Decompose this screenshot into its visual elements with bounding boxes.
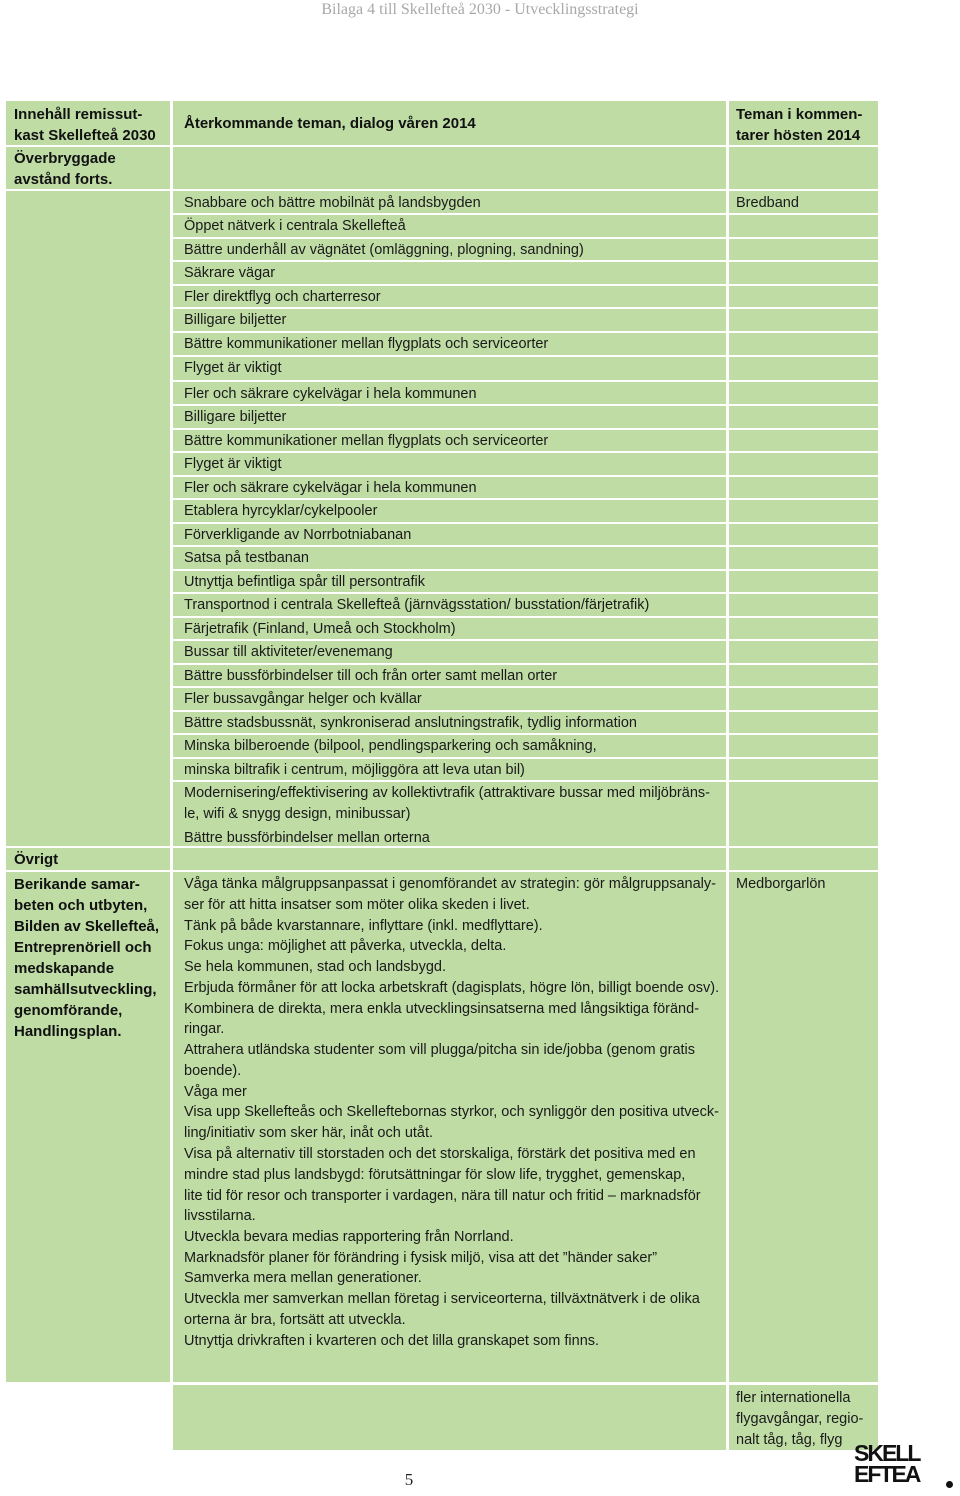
section1-item: Utnyttja befintliga spår till persontrafik xyxy=(184,574,425,590)
row-divider xyxy=(729,237,878,239)
row-divider xyxy=(729,846,878,848)
section1-right-item: Bredband xyxy=(736,195,799,211)
row-divider xyxy=(729,355,878,357)
row-divider xyxy=(729,616,878,618)
row-divider xyxy=(729,757,878,759)
row-divider xyxy=(173,145,726,147)
section1-item: Bättre underhåll av vägnätet (omläggning, plogning, sandning) xyxy=(184,242,584,258)
section2-item: Visa upp Skellefteås och Skelleftebornas styrkor, och synliggör den positiva utveck- xyxy=(184,1104,719,1120)
section1-item: Satsa på testbanan xyxy=(184,550,309,566)
section1-item: Etablera hyrcyklar/cykelpooler xyxy=(184,503,378,519)
row-divider xyxy=(729,870,878,872)
section2-item: Marknadsför planer för förändring i fysisk miljö, visa att det ”händer saker” xyxy=(184,1250,658,1266)
section1-item: Bättre bussförbindelser mellan orterna xyxy=(184,830,430,846)
section1-item: le, wifi & snygg design, minibussar) xyxy=(184,806,411,822)
section1-item: Bättre kommunikationer mellan flygplats och serviceorter xyxy=(184,336,549,352)
section1-item: Modernisering/effektivisering av kollektivtrafik (attraktivare bussar med miljöbräns- xyxy=(184,785,710,801)
section1-item: Färjetrafik (Finland, Umeå och Stockholm) xyxy=(184,621,456,637)
section1-left-title: Överbryggade avstånd forts. xyxy=(14,150,116,188)
logo-bottom-word: EFTEA xyxy=(854,1461,920,1487)
mid-column-heading: Återkommande teman, dialog våren 2014 xyxy=(184,115,476,132)
section2-item: Samverka mera mellan generationer. xyxy=(184,1270,422,1286)
row-divider xyxy=(729,428,878,430)
logo-top-word: SKELL xyxy=(854,1440,920,1466)
section2-item: Visa på alternativ till storstaden och det storskaliga, förstärk det positiva med en xyxy=(184,1146,696,1162)
section2-item: Utveckla bevara medias rapportering från Norrland. xyxy=(184,1229,514,1245)
section1-item: Flyget är viktigt xyxy=(184,360,282,376)
section2-item: orterna är bra, fortsätt att utveckla. xyxy=(184,1312,406,1328)
mid-column-bottom-bg xyxy=(173,1385,726,1450)
section1-item: Transportnod i centrala Skellefteå (järnvägsstation/ busstation/färjetrafik) xyxy=(184,597,650,613)
row-divider xyxy=(6,846,170,848)
section1-item: Billigare biljetter xyxy=(184,409,287,425)
row-divider xyxy=(729,710,878,712)
section1-item: Fler direktflyg och charterresor xyxy=(184,289,381,305)
row-divider xyxy=(729,380,878,382)
row-divider xyxy=(729,686,878,688)
row-divider xyxy=(729,545,878,547)
row-divider xyxy=(729,331,878,333)
row-divider xyxy=(729,592,878,594)
section1-item: Bättre stadsbussnät, synkroniserad anslutningstrafik, tydlig information xyxy=(184,715,637,731)
left-column-heading: Innehåll remissut-kast Skellefteå 2030 xyxy=(14,106,156,144)
section2-left-body: Berikande samar-beten och utbyten, Bilden av Skellefteå, Entreprenöriell och medskapande samhällsutveckling, genomförande, Handlingsplan. xyxy=(14,876,160,1040)
section2-item: boende). xyxy=(184,1063,242,1079)
right-column-heading: Teman i kommen-tarer hösten 2014 xyxy=(736,106,863,144)
section2-item: mindre stad plus landsbygd: förutsättningar för slow life, trygghet, gemenskap, xyxy=(184,1167,686,1183)
section1-item: Säkrare vägar xyxy=(184,265,276,281)
section1-item: Minska bilberoende (bilpool, pendlingsparkering och samåkning, xyxy=(184,738,597,754)
section2-item: ling/initiativ som sker här, inåt och utåt. xyxy=(184,1125,434,1141)
section1-item: Fler och säkrare cykelvägar i hela kommunen xyxy=(184,386,477,402)
section2-left-title: Övrigt xyxy=(14,851,59,868)
section1-item: Bussar till aktiviteter/evenemang xyxy=(184,644,393,660)
section2-item: Fokus unga: möjlighet att påverka, utveckla, delta. xyxy=(184,938,507,954)
row-divider xyxy=(729,780,878,782)
section2-item: Se hela kommunen, stad och landsbygd. xyxy=(184,959,446,975)
row-divider xyxy=(729,522,878,524)
section1-item: Fler och säkrare cykelvägar i hela kommunen xyxy=(184,480,477,496)
section2-right-item: Medborgarlön xyxy=(736,876,826,892)
row-divider xyxy=(729,663,878,665)
section2-item: ringar. xyxy=(184,1021,225,1037)
row-divider xyxy=(729,260,878,262)
skelleftea-logo xyxy=(854,1440,954,1492)
section1-item: Flyget är viktigt xyxy=(184,456,282,472)
row-divider xyxy=(729,284,878,286)
row-divider xyxy=(729,498,878,500)
row-divider xyxy=(173,380,726,382)
row-divider xyxy=(729,404,878,406)
section2-item: Erbjuda förmåner för att locka arbetskraft (dagisplats, högre lön, billigt boende osv). xyxy=(184,980,720,996)
section2-item: Kombinera de direkta, mera enkla utvecklingsinsatserna med långsiktiga föränd- xyxy=(184,1001,700,1017)
row-divider xyxy=(729,475,878,477)
row-divider xyxy=(729,189,878,191)
row-divider xyxy=(173,189,726,191)
page-number: 5 xyxy=(404,1470,414,1489)
section2-item: Utnyttja drivkraften i kvarteren och det lilla granskapet som finns. xyxy=(184,1333,600,1349)
section2-item: Våga mer xyxy=(184,1084,247,1100)
right-column-bg xyxy=(729,101,878,1382)
section2-item: Attrahera utländska studenter som vill plugga/pitcha sin ide/jobba (genom gratis xyxy=(184,1042,696,1058)
section2-item: lite tid för resor och transporter i vardagen, nära till natur och fritid – marknadsför xyxy=(184,1188,701,1204)
row-divider xyxy=(729,639,878,641)
row-divider xyxy=(6,870,170,872)
section1-item: Snabbare och bättre mobilnät på landsbygden xyxy=(184,195,481,211)
section1-item: minska biltrafik i centrum, möjliggöra att leva utan bil) xyxy=(184,762,525,778)
section2-item: Tänk på både kvarstannare, inflyttare (inkl. medflyttare). xyxy=(184,918,543,934)
section1-item: Bättre bussförbindelser till och från orter samt mellan orter xyxy=(184,668,558,684)
row-divider xyxy=(729,733,878,735)
row-divider xyxy=(729,451,878,453)
section2-item: Utveckla mer samverkan mellan företag i serviceorterna, tillväxtnätverk i de olika xyxy=(184,1291,700,1307)
section1-item: Bättre kommunikationer mellan flygplats och serviceorter xyxy=(184,433,549,449)
row-divider xyxy=(729,307,878,309)
section1-item: Fler bussavgångar helger och kvällar xyxy=(184,691,422,707)
logo-dot xyxy=(946,1481,953,1488)
section1-item: Öppet nätverk i centrala Skellefteå xyxy=(184,218,406,234)
section2-item: ser för att hitta insatser som möter olika skeden i livet. xyxy=(184,897,530,913)
section1-item: Förverkligande av Norrbotniabanan xyxy=(184,527,412,543)
row-divider xyxy=(173,870,726,872)
section3-right-line: flygavgångar, regio- xyxy=(736,1411,864,1427)
section3-right-line: fler internationella xyxy=(736,1390,851,1406)
section3-right-line: nalt tåg, tåg, flyg xyxy=(736,1432,843,1448)
row-divider xyxy=(729,569,878,571)
section2-item: livsstilarna. xyxy=(184,1208,256,1224)
section2-item: Våga tänka målgruppsanpassat i genomförandet av strategin: gör målgruppsanaly- xyxy=(184,876,716,892)
document-header: Bilaga 4 till Skellefteå 2030 - Utvecklingsstrategi xyxy=(321,1,639,18)
section1-item: Billigare biljetter xyxy=(184,312,287,328)
left-column-bg xyxy=(6,101,170,1382)
